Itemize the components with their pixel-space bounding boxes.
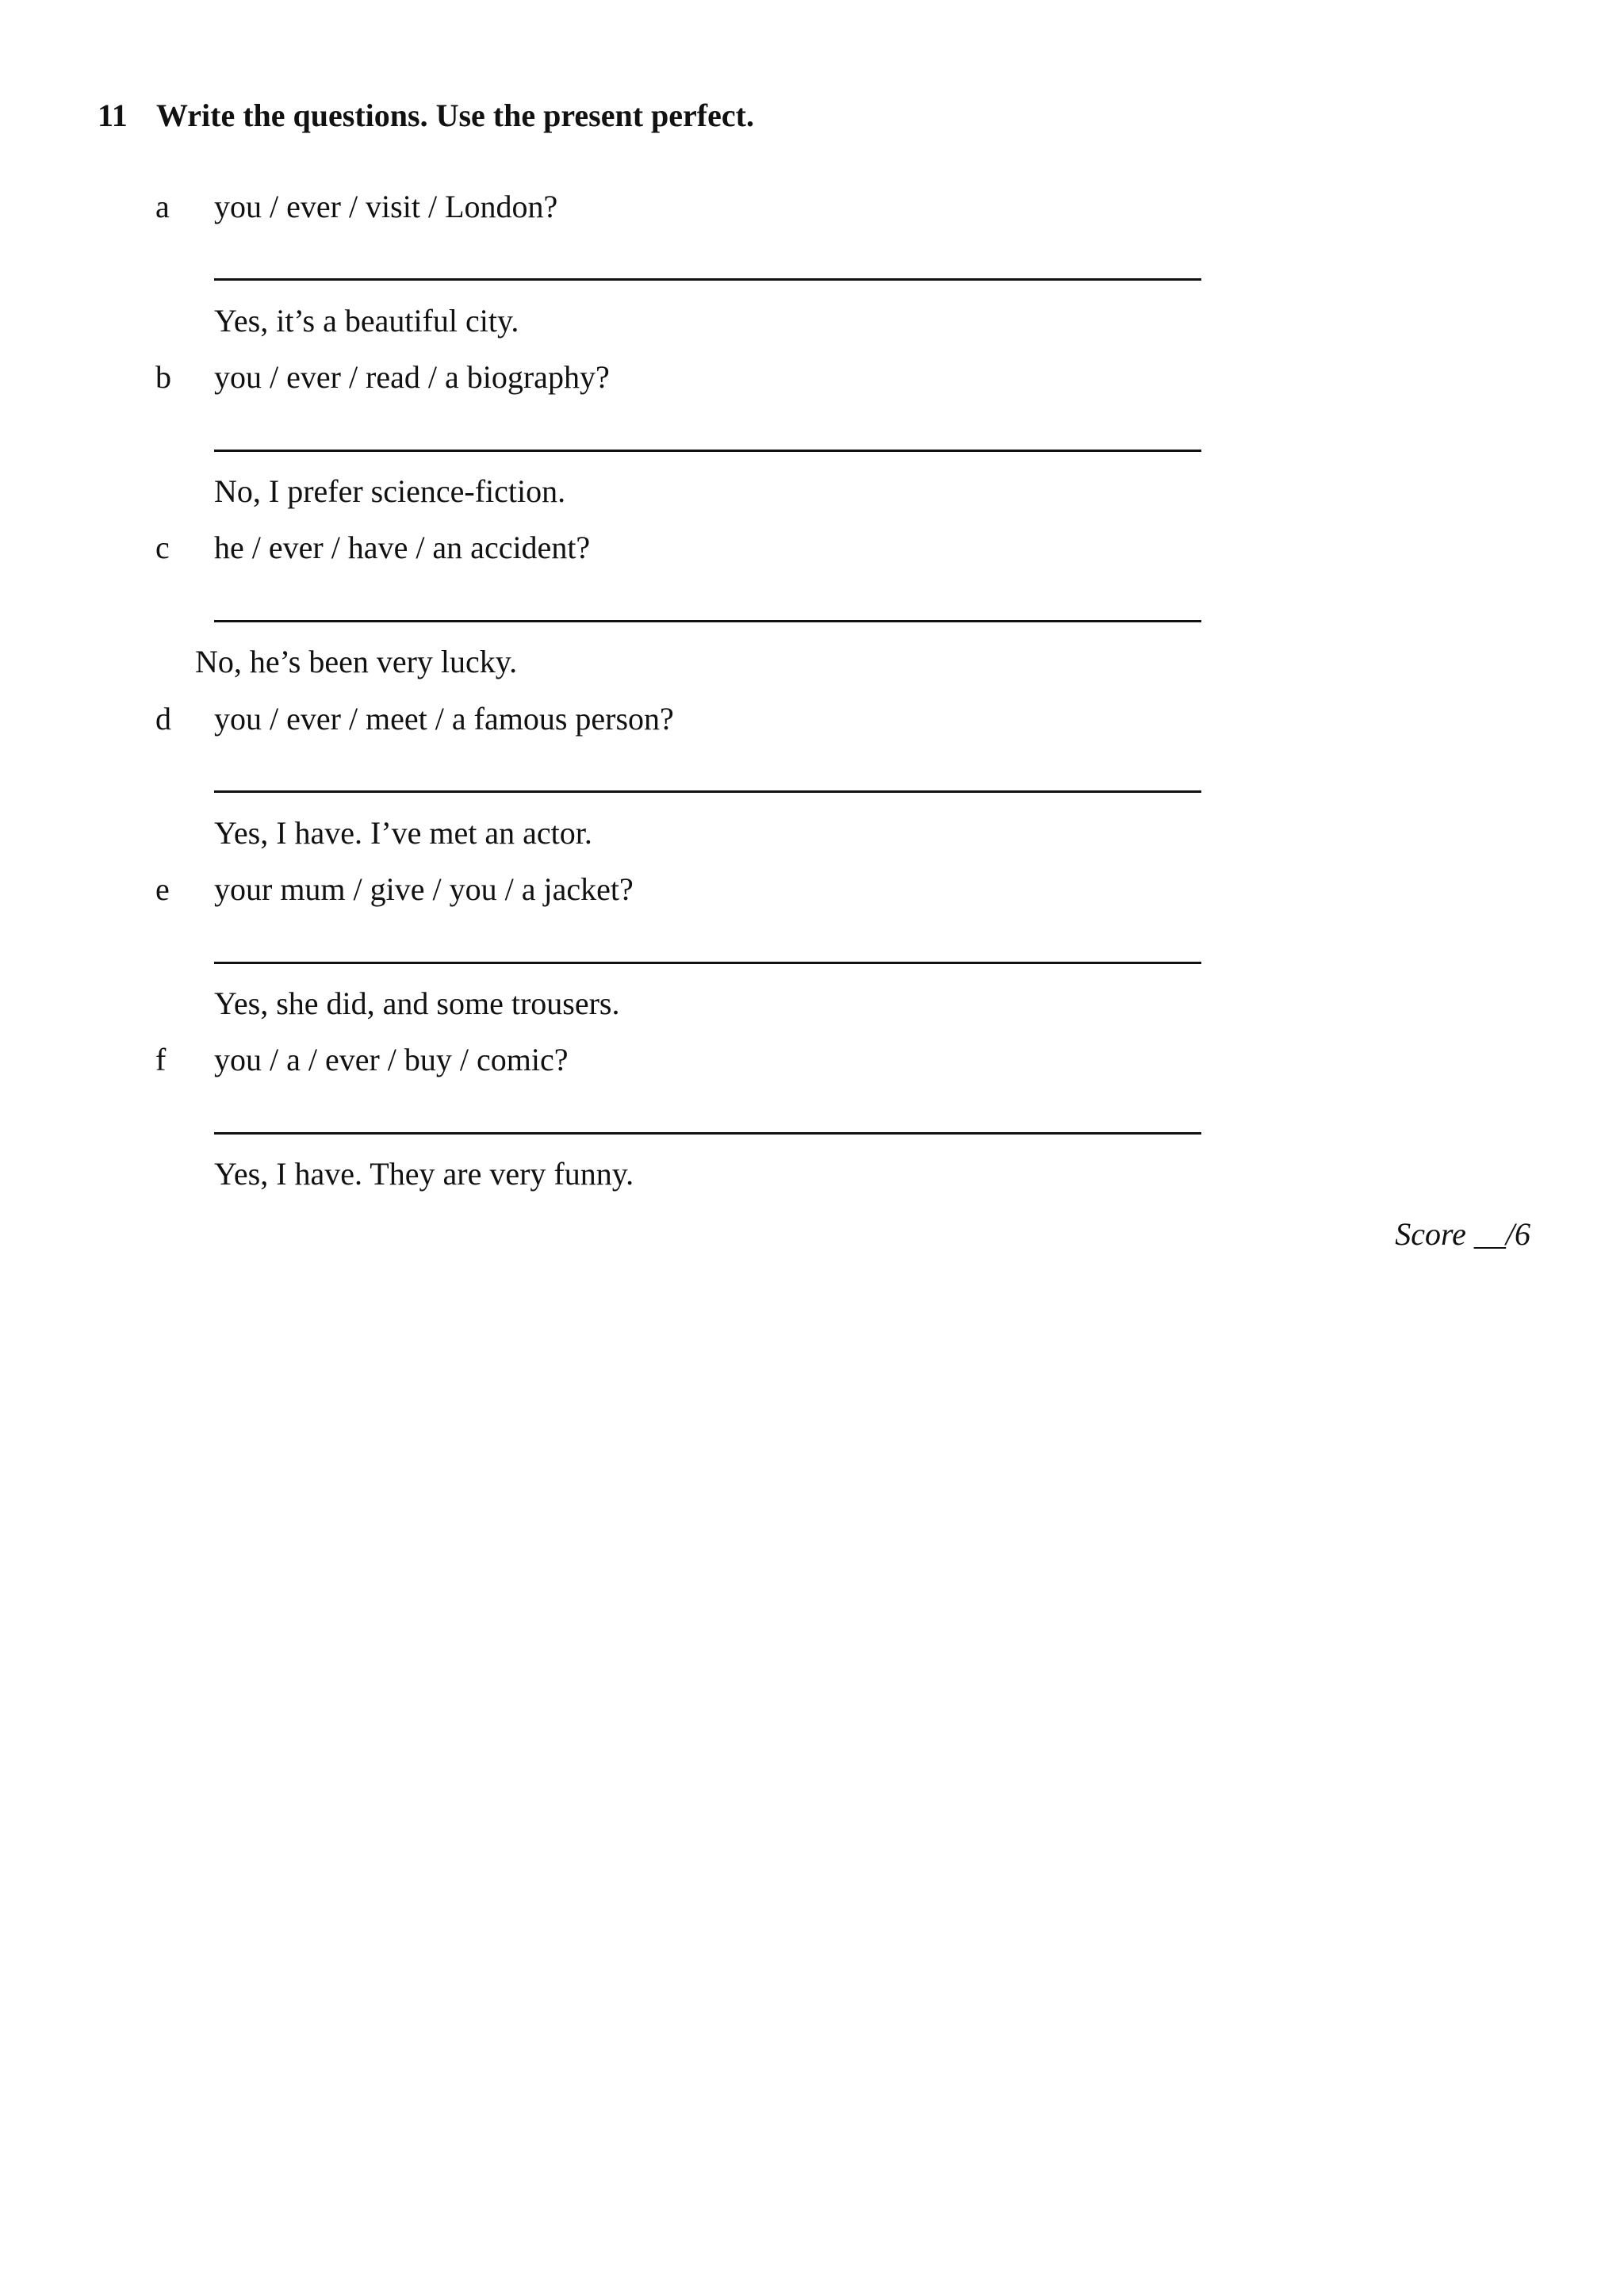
item-prompt-e: your mum / give / you / a jacket? [214,871,634,907]
item-prompt-b: you / ever / read / a biography? [214,359,610,395]
item-prompt-f: you / a / ever / buy / comic? [214,1042,569,1077]
item-letter-b: b [155,359,171,395]
answer-line-a[interactable] [214,278,1201,281]
item-prompt-a: you / ever / visit / London? [214,189,558,224]
answer-line-b[interactable] [214,450,1201,452]
item-reply-d: Yes, I have. I’ve met an actor. [214,815,592,851]
item-letter-c: c [155,530,170,565]
exercise-instruction: Write the questions. Use the present perfect. [156,98,754,133]
answer-line-c[interactable] [214,620,1201,622]
item-reply-e: Yes, she did, and some trousers. [214,985,620,1021]
item-prompt-d: you / ever / meet / a famous person? [214,701,674,737]
score-label: Score __/6 [1395,1216,1530,1252]
item-reply-a: Yes, it’s a beautiful city. [214,303,519,339]
item-letter-a: a [155,189,170,224]
answer-line-d[interactable] [214,790,1201,793]
exercise-heading [98,97,754,135]
item-letter-f: f [155,1042,167,1077]
answer-line-e[interactable] [214,962,1201,964]
exercise-number: 11 [98,98,128,133]
answer-line-f[interactable] [214,1132,1201,1135]
item-reply-f: Yes, I have. They are very funny. [214,1156,634,1192]
item-prompt-c: he / ever / have / an accident? [214,530,591,565]
item-reply-c: No, he’s been very lucky. [195,644,518,679]
item-reply-b: No, I prefer science-fiction. [214,473,566,509]
item-letter-e: e [155,871,170,907]
item-letter-d: d [155,701,171,737]
